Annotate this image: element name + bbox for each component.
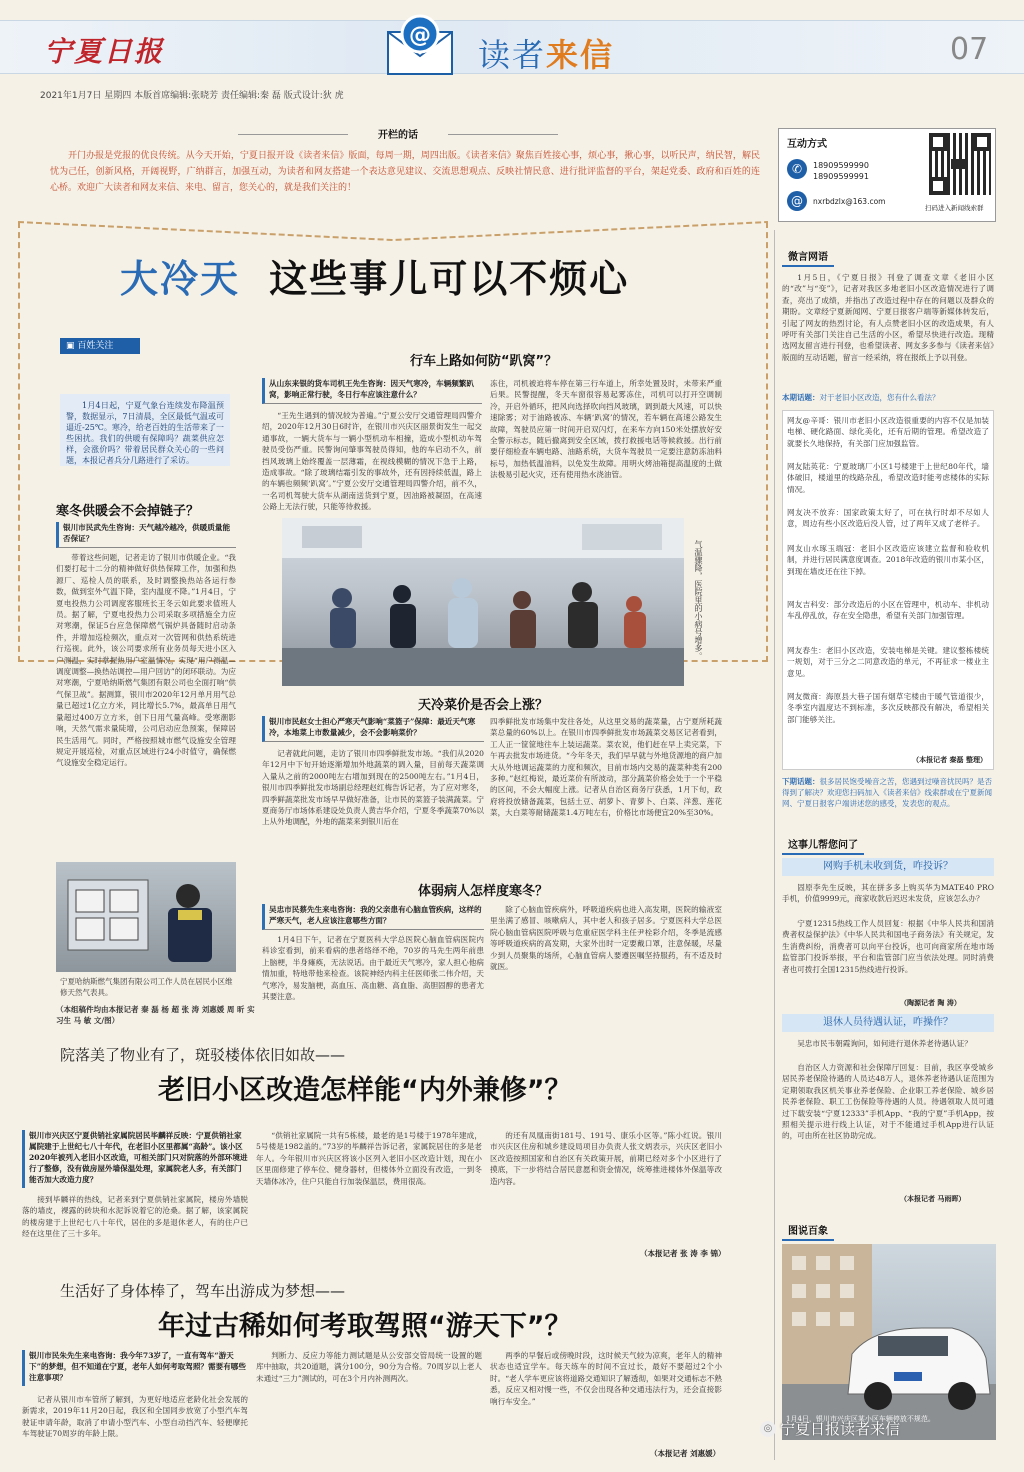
driving-headline: 年过古稀如何考取驾照“游天下”？ [158,1311,572,1342]
weibo-next [782,776,994,809]
weibo-intro: 1月5日，《宁夏日报》刊登了调查文章《老旧小区的“改”与“变”》，记者对我区多地老旧小区改造情况进行了调查，亮出了成绩，并指出了改造过程中存在的问题以及群众的期盼。文章经宁夏新闻网、宁夏日报客户端等新媒体转发后，引起了网友的热烈讨论，有人点赞老旧小区的改造成果，有人呼吁有关部门关注自己生活的小区，希望尽快进行改造。现精选网友留言进行刊登，也希望读者、网友多多参与《读者来信》版面的互动话题，留言一经采纳，将在报纸上予以刊登。 [782,273,994,362]
comment-2: 网友陆英花：宁夏玻璃厂小区1号楼建于上世纪80年代，墙体破旧，楼道里的线路杂乱，希望改造时能考虑楼体的实际情况。 [787,462,989,494]
driving-body-1: 记者从银川市车管所了解到，为更好地适应老龄化社会发展的新需求，2019年11月20日起，我区和全国同步放宽了小型汽车驾驶证申请年龄，取消了申请小型汽车、小型自动挡汽车、轻便摩托车驾驶证70周岁的年龄上限。 [22,1395,248,1439]
help-q1-title: 网购手机未收到货，咋投诉？ [782,858,994,876]
driving-body-2: 判断力、反应力等能力测试题是从公安部交管局统一设置的题库中抽取，共20道题，满分100分，90分为合格。70周岁以上老人未通过“三力”测试的，可在3个月内补测两次。 [256,1351,482,1383]
veg-question: 银川市民赵女士担心严寒天气影响“菜篮子”保障：最近天气寒冷，本地菜上市数量减少，会不会影响菜价？ [262,716,484,742]
road-question: 从山东来银的货车司机王先生咨询：因天气寒冷，车辆频繁趴窝，影响正常行驶，冬日行车应该注意什么？ [262,378,482,404]
editorial-body: 开门办报是党报的优良传统。从今天开始，宁夏日报开设《读者来信》版面，每周一期，周四出版。《读者来信》聚焦百姓接心事，烦心事，揪心事，以听民声，纳民智，解民忧为己任，创新风格，开阔视野，广纳群言，加强互动，为读者和网友搭建一个表达意见建议、交流思想观点、反映社情民意、进行批评监督的平台，架起党委、政府和百姓的连心桥。欢迎广大读者和网友来信、来电、留言，您关心的，就是我们关注的！ [50,151,760,193]
email-address[interactable]: nxrbdzlx@163.com [813,197,886,206]
feature-intro [60,394,230,466]
heating-body: 带着这些问题，记者走访了银川市供暖企业。“我们要打起十二分的精神做好供热保障工作，加强和热源厂、巡检人员的联系，及时调整换热站各运行参数，做到室外气温下降，室内温度不降。”1月4日，宁夏电投热力公司调度客服班长王冬云如此要求值班人员。据了解，宁夏电投热力公司采取多项措施全力应对寒潮，保证5台应急保障燃气锅炉具备随时启动条件，并增加巡检频次，重点对一次管网和供热系统进行巡视。此外，该公司要求所有业务员每天进小区入户测温，实时掌握热用户室温情况，实现“用户测温—调度调整—换热站调控—用户回访”的闭环联动。为应对寒潮，宁夏哈纳斯燃气集团有限公司也全面打响“供气保卫战”。据测算，银川市2020年12月单月用气总量已超过1亿立方米，同比增长5.7%，最高单日用气量超过400万立方米，创下日用气量高峰。受寒潮影响，天然气需求量陡增，公司启动应急预案，保障居民生活用气。同时，严格按照城市燃气设施安全管理规定开展巡检，对重点区域进行24小时值守，确保燃气设施安全稳定运行。 [56,553,236,768]
headline-accent: 大冷天 [120,257,241,301]
gas-meter-repair-photo [56,862,236,972]
section-title [478,30,614,76]
help-a2-credit: （本报记者 马雨晖） [900,1194,966,1203]
sick-title: 体弱病人怎样度寒冬？ [418,884,549,899]
hospital-photo [282,518,684,686]
comment-7: 网友微商：海原县大巷子国有烟草宅楼由于暖气管道很少，冬季室内温度达不到标准，多次反映都没有解决，希望相关部门能够关注。 [787,692,989,724]
masthead [0,0,1024,112]
road-title: 行车上路如何防“趴窝”？ [410,354,558,369]
driving-body-3: 两季的早餐后或傍晚时段，这时候天气较为凉爽，老年人的精神状态也适宜学车。每天练车的时间不宜过长，最好不要超过2个小时。“老人学车更应该将道路交通知识了解透彻，如果对交通标志不熟悉，反应又相对慢一些，不仅会出现各种交通违法行为，还会直接影响行车安全。” [490,1351,722,1406]
contact-title: 互动方式 [787,139,827,150]
help-a2: 自治区人力资源和社会保障厅回复：目前，我区享受城乡居民养老保险待遇的人员达48万人，退休养老待遇认证范围为定期领取我区机关事业养老保险、企业职工养老保险、城乡居民养老保险、职工工伤保险等待遇的人员。待遇领取人员可通过下载安装“宁夏12333”手机App、“我的宁夏”手机App，按照相关提示进行线上认证，对于不能通过手机App进行认证的，可由所在社区协助完成。 [782,1063,994,1141]
oldcomm-body-1: 接到毕麟祥的热线，记者来到宁夏供销社家属院，楼房外墙脱落的墙皮，裸露的砖块和水泥诉说着它的沧桑。据了解，该家属院的楼房建于上世纪七八十年代，居住的多是退休老人，有的住户已经在这里住了三十多年。 [22,1195,248,1239]
phone-1[interactable]: 18909599990 [813,161,869,170]
road-body-left: “王先生遇到的情况较为普遍。”宁夏公安厅交通管理局四警介绍，2020年12月30日6时许，在银川市兴庆区丽景街发生一起交通事故，一辆大货车与一辆小型机动车相撞，造成小型机动车驾驶员受伤严重。民警询问肇事驾驶员得知，他的车启动不久，前挡风玻璃上始终覆盖一层薄霜，在视线模糊的情况下急于上路，造成事故。“除了玻璃结霜引发的事故外，还有因持续低温，路上的车辆也频频‘趴窝’。”宁夏公安厅交通管理局四警介绍，前不久，一名司机驾驶大货车从湖南送货到宁夏，因油路被凝固，在高速公路上无法行驶，只能等待救援。 [262,411,482,512]
oldcomm-body-2: “供销社家属院一共有5栋楼，最老的是1号楼于1978年建成，5号楼是1982盖的。”73岁的毕麟祥告诉记者，家属院居住的多是老年人。今年银川市兴庆区将该小区列入老旧小区改造计划，现在小区里面修建了停车位、健身器材，但楼体外立面没有改造，一到冬天墙体冰冷，住户只能自行加装保温层，费用很高。 [256,1131,482,1186]
right-column-divider [774,230,775,1460]
veg-body-right: 四季鲜批发市场集中发往各处，从这里交易的蔬菜量，占宁夏所耗蔬菜总量的60%以上。在银川市四季鲜批发市场蔬菜交易区记者看到，工人正一筐筐地往车上装运蔬菜。菜农说，他们赶在早上卖完菜，下午再去批发市场进货。“今年冬天，我们早早就与外地货源地的商户加大从外地调运蔬菜的力度和频次，目前市场内交易的蔬菜种类有200多种。”赵红梅说，最近菜价有所波动，部分蔬菜价格会处于一个平稳的区间，不会大幅度上涨。记者从自治区商务厅获悉，1月下旬，政府将投放储备蔬菜，包括土豆、胡萝卜、青萝卜、白菜、洋葱、莲花菜，大白菜等耐储蔬菜1.4万吨左右，价格比市场便宜20%至30%。 [490,717,722,818]
parking-photo [782,1244,996,1440]
envelope-icon [380,10,460,80]
email-icon: @ [787,191,807,211]
driving-question: 银川市民朱先生来电咨询：我今年73岁了，一直有驾车“游天下”的梦想，但不知道在宁夏，老年人如何考取驾照？需要有哪些注意事项？ [22,1350,248,1386]
help-q2-title: 退休人员待遇认证，咋操作？ [782,1014,994,1032]
masthead-byline: 2021年1月7日 星期四 本版首席编辑:张晓芳 责任编辑:秦 磊 版式设计:狄 虎 [40,91,344,101]
hospital-caption: 气温骤降，医院里的小病号增多。 [694,540,703,660]
topic-text: 对于老旧小区改造，您有什么看法？ [819,393,940,402]
weibo-title: 微言网语 [782,246,834,267]
topic-label: 本期话题： [782,393,820,402]
gallery-title: 图说百象 [782,1220,834,1241]
next-label: 下期话题： [782,777,820,786]
oldcomm-body-3: 的还有凤凰南街181号、191号、康乐小区等。”陈小红说。银川市兴庆区住房和城乡建设局项目办负责人张文炳表示，兴庆区老旧小区改造按照国家和自治区有关政策开展，前期已经对多个小区进行了摸底，下一步将结合居民意愿和资金情况，统筹推进楼体外保温等改造内容。 [490,1131,722,1186]
feature-headline [120,248,629,303]
section-title-accent: 来信 [546,36,615,74]
wechat-watermark [760,1418,900,1439]
watermark-text: 宁夏日报读者来信 [780,1420,901,1438]
svg-text:@: @ [409,23,431,48]
editorial-title: 开栏的话 [378,130,418,141]
help-title: 这事儿帮您问了 [782,834,864,855]
sick-body-left: 1月4日下午，记者在宁夏医科大学总医院心脑血管病医院内科诊室看到，前来看病的患者络绎不绝，70岁的马先生两年前患上脑梗，半身瘫痪，无法说话。由于最近天气寒冷，家人担心他病情加重，特地带他来检查。该院神经内科主任医师张二伟介绍，天气寒冷，易发脑梗，高血压、高血糖、高血脂、高胆固醇的患者尤其要注意。 [262,935,484,1002]
sick-body-right: 除了心脑血管疾病外，呼吸道疾病也进入高发期，医院的输液室里坐满了感冒、咳嗽病人，其中老人和孩子居多。宁夏医科大学总医院心脑血管病医院呼吸与危重症医学科主任尹栓彩介绍，冬季是流感等呼吸道疾病的高发期，大家外出时一定要戴口罩，注意保暖，尽量少到人员聚集的场所，心脑血管病人要遵医嘱坚持服药，有不适及时就医。 [490,905,722,972]
heating-question: 银川市民武先生咨询：天气越冷越冷，供暖质量能否保证？ [56,522,236,548]
help-a1-credit: （陶源记者 陶 涛） [900,998,961,1007]
qr-caption: 扫码进入新闻线索群 [925,204,984,212]
headline-main: 这些事儿可以不烦心 [269,257,630,301]
gallery-caption: 1月4日，银川市兴庆区某小区车辆停放不规范。 [786,1415,935,1423]
road-body-right: 冻住，司机被迫将车停在第三行车道上，所幸处置及时，未带来严重后果。民警提醒，冬天车窗很容易起雾冻住，司机可以打开空调制冷，开启外循环，把风向选择吹向挡风玻璃，调到最大风速，可以快速除雾；对于油路被冻、车辆‘趴窝’的情况，若车辆在高速公路发生故障，驾驶员应第一时间开启双闪灯，在来车方向150米处摆放好安全警示标志，随后撤离到安全区域，拨打救援电话等候救援。出行前要仔细检查车辆电路、油路系统，大货车驾驶员一定要注意防冻油料标号，加热低温油料，以免发生故障。用明火烤油箱提高温度的土做法极易引起火灾，还有使用热水浇油管。 [490,379,722,480]
veg-body-left: 记者就此问题，走访了银川市四季鲜批发市场。“我们从2020年12月中下旬开始逐渐增加外地蔬菜的调入量，目前每天蔬菜调入量从之前的2000吨左右增加到现在的2500吨左右。”1月4日，银川市四季鲜批发市场副总经理赵红梅告诉记者，为了应对寒冬，四季鲜蔬菜批发市场早早做好准备，让市民的菜篮子装满蔬菜。宁夏商务厅市场体系建设处负责人黄吉华介绍，宁夏冬季蔬菜70%以上从外地调配，外地的蔬菜来到银川后在 [262,749,484,827]
feature-tag: ▣ 百姓关注 [60,338,140,354]
help-a1: 宁夏12315热线工作人员回复：根据《中华人民共和国消费者权益保护法》《中华人民共和国电子商务法》有关规定，发生消费纠纷，消费者可以向平台投诉，也可向商家所在地市场监管部门投诉举报，平台和监管部门应当依法处理。同时消费者也可拨打全国12315热线进行投诉。 [782,919,994,974]
weibo-credit: （本报记者 秦磊 整理） [912,755,987,764]
help-q1: 固原李先生反映，其在拼多多上购买华为MATE40 PRO手机，价值9999元，商家收款后迟迟未发货，应该怎么办？ [782,883,994,904]
comment-3: 网友决不放弃：国家政策太好了，可在执行时却不尽如人意，周边有些小区改造后没人管，过了两年又成了老样子。 [787,508,989,529]
book-icon: ▣ [66,341,78,351]
driving-kicker: 生活好了身体棒了，驾车出游成为梦想—— [60,1282,346,1300]
feature-zigzag [18,222,768,244]
weibo-topic [782,392,994,403]
help-q2: 吴忠市民韦朝霞询问，如何进行退休养老待遇认证？ [797,1039,972,1048]
wechat-icon: ◎ [760,1421,776,1437]
section-title-main: 读者 [478,36,547,74]
comment-5: 网友吉科安：部分改造后的小区在管理中，机动车、非机动车乱停乱放，存在安全隐患，希望有关部门加强管理。 [787,600,989,621]
oldcomm-kicker: 院落美了物业有了，斑驳楼体依旧如故—— [60,1046,346,1064]
weibo-comments [782,410,994,770]
oldcomm-credit: （本报记者 张 涛 李 锦） [640,1249,726,1258]
page-number: 07 [950,32,989,67]
veg-title: 天冷菜价是否会上涨？ [418,698,549,713]
phone-2[interactable]: 18909599991 [813,172,869,181]
next-text: 很多居民饱受噪音之苦，您遇到过噪音扰民吗？是否得到了解决？欢迎您扫码加入《读者来信》线索群或在宁夏新闻网、宁夏日报客户端讲述您的感受，发表您的观点。 [782,777,992,808]
contact-box [778,128,996,222]
sick-question: 吴忠市民蔡先生来电咨询：我的父亲患有心脑血管疾病，这样的严寒天气，老人应该注意哪些方面？ [262,904,484,930]
driving-credit: （本报记者 刘惠媛） [650,1449,721,1458]
gas-caption: 宁夏哈纳斯燃气集团有限公司工作人员在居民小区维修天然气表具。 [60,977,233,997]
phone-icon: ✆ [787,159,807,179]
feature-intro-text: 1月4日起，宁夏气象台连续发布降温预警，数据显示，7日清晨，全区最低气温或可逼近-25℃。寒冷，给老百姓的生活带来了一些困扰。我们的供暖有保障吗？蔬菜供应怎样，会涨价吗？带着居民群众关心的一些问题，本报记者兵分几路进行了采访。 [66,401,224,465]
oldcomm-headline: 老旧小区改造怎样能“内外兼修”？ [158,1075,572,1106]
newspaper-logo: 宁夏日报 [44,35,165,68]
comment-1: 网友@辛哥：银川市老旧小区改造很重要的内容不仅是加装电梯、硬化路面、绿化美化，还有后期的管理。希望改造了就要长久地保持，有关部门应加强监管。 [787,416,989,448]
editorial-box [28,126,768,222]
qr-code-icon[interactable] [929,133,991,195]
comment-6: 网友春生：老旧小区改造，安装电梯是关键。建议整栋楼统一规划，对于三分之二同意改造的单元，不再征求一楼业主意见。 [787,646,989,678]
heating-title: 寒冬供暖会不会掉链子？ [56,504,200,519]
oldcomm-question: 银川市兴庆区宁夏供销社家属院居民毕麟祥反映：宁夏供销社家属院建于上世纪七八十年代，在老旧小区里都属“高龄”。该小区2020年被列入老旧小区改造，可相关部门只对院落的外部环境进行了整修，没有做房屋外墙保温处理，家属院老人多，有关部门能否加大改造力度？ [22,1130,248,1188]
comment-4: 网友山水琢玉端冠：老旧小区改造应该建立监督和验收机制，并进行居民满意度调查。2018年改造的银川市某小区，到现在墙皮还在往下掉。 [787,544,989,576]
feature-credit: （本组稿件均由本报记者 秦 磊 杨 超 张 涛 刘惠媛 周 昕 实习生 马 敏 文/图） [56,1005,255,1025]
